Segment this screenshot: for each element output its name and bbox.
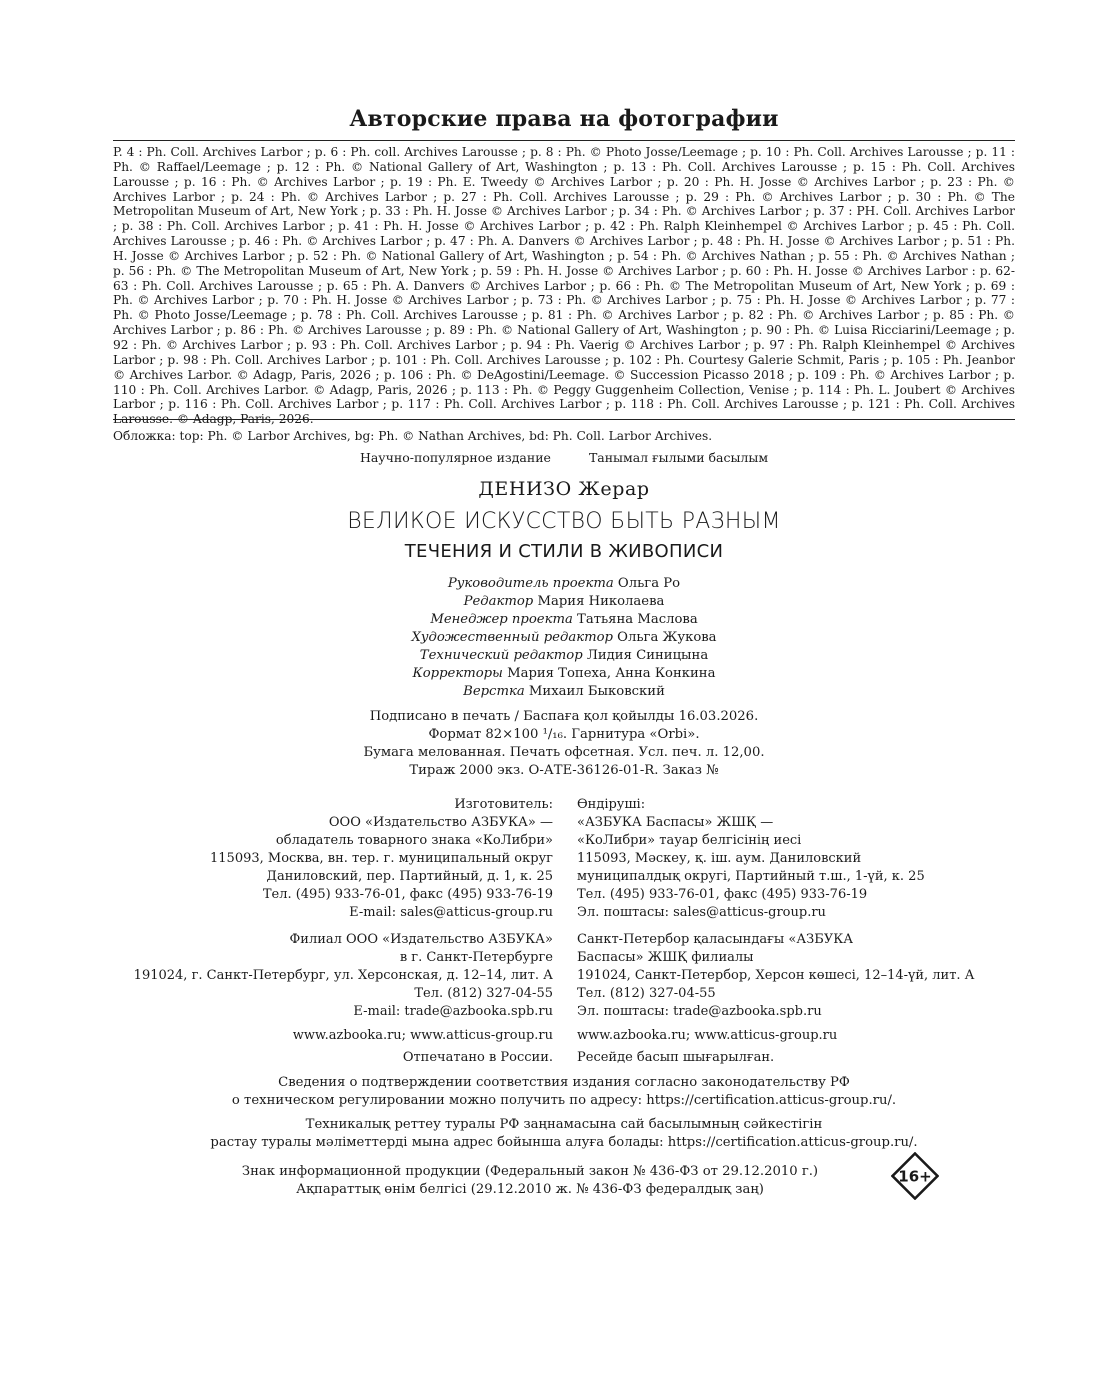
staff-name: Татьяна Маслова [577,612,698,627]
branch-ru [134,931,553,1021]
manufacturer-ru-line: Тел. (495) 933-76-01, факс (495) 933-76-19 [262,887,553,902]
manufacturer-ru-line: 115093, Москва, вн. тер. г. муниципальный округ [210,851,553,866]
print-paper: Бумага мелованная. Печать офсетная. Усл. печ. л. 12,00. [363,745,765,760]
credits-text: P. 4 : Ph. Coll. Archives Larbor ; p. 6 : Ph. coll. Archives Larousse ; p. 8 : Ph. © Photo Josse/Leemage ; p. 10 : Ph. Coll. Archives Larousse ; p. 11 : Ph. © Raffael/Leemage ; p. 12 : Ph. © National Gallery of Art, Washington ; p. 13 : Ph. Coll. Archives Larousse ; p. 15 : Ph. Coll. Archives Larousse ; p. 16 : Ph. © Archives Larbor ; p. 19 : Ph. E. Tweedy © Archives Larbor ; p. 20 : Ph. H. Josse © Archives Larbor ; p. 23 : Ph. © Archives Larbor ; p. 24 : Ph. © Archives Larbor ; p. 27 : Ph. Coll. Archives Larousse ; p. 29 : Ph. © Archives Larbor ; p. 30 : Ph. © The Metropolitan Museum of Art, New York ; p. 33 : Ph. H. Josse © Archives Larbor ; p. 34 : Ph. © Archives Larbor ; p. 37 : PH. Coll. Archives Larbor ; p. 38 : Ph. Coll. Archives Larbor ; p. 41 : Ph. H. Josse © Archives Larbor ; p. 42 : Ph. Ralph Kleinhempel © Archives Larbor ; p. 45 : Ph. Coll. Archives Larousse ; p. 46 : Ph. © Archives Larbor ; p. 47 : Ph. A. Danvers © Archives Larbor ; p. 48 : Ph. H. Josse © Archives Larbor ; p. 51 : Ph. H. Josse © Archives Larbor ; p. 52 : Ph. © National Gallery of Art, Washington ; p. 54 : Ph. © Archives Nathan ; p. 55 : Ph. © Archives Nathan ; p. 56 : Ph. © The Metropolitan Museum of Art, New York ; p. 59 : Ph. H. Josse © Archives Larbor ; p. 60 : Ph. H. Josse © Archives Larbor : p. 62-63 : Ph. Coll. Archives Larousse ; p. 65 : Ph. A. Danvers © Archives Larbor ; p. 66 : Ph. © The Metropolitan Museum of Art, New York ; p. 69 : Ph. © Archives Larbor ; p. 70 : Ph. H. Josse © Archives Larbor ; p. 73 : Ph. © Archives Larbor ; p. 75 : Ph. H. Josse © Archives Larbor ; p. 77 : Ph. © Photo Josse/Leemage ; p. 78 : Ph. Coll. Archives Larousse ; p. 81 : Ph. © Archives Larbor ; p. 82 : Ph. © Archives Larbor ; p. 85 : Ph. © Archives Larbor ; p. 86 : Ph. © Archives Larousse ; p. 89 : Ph. © National Gallery of Art, Washington ; p. 90 : Ph. © Luisa Ricciarini/Leemage ; p. 92 : Ph. © Archives Larbor ; p. 93 : Ph. Coll. Archives Larbor ; p. 94 : Ph. Vaerig © Archives Larbor ; p. 97 : Ph. Ralph Kleinhempel © Archives Larbor ; p. 98 : Ph. Coll. Archives Larbor ; p. 101 : Ph. Coll. Archives Larousse ; p. 102 : Ph. Courtesy Galerie Schmit, Paris ; p. 105 : Ph. Jeanbor © Archives Larbor. © Adagp, Paris, 2026 ; p. 106 : Ph. © DeAgostini/Leemage. © Succession Picasso 2018 ; p. 109 : Ph. © Archives Larbor ; p. 110 : Ph. Coll. Archives Larbor. © Adagp, Paris, 2026 ; p. 113 : Ph. © Peggy Guggenheim Collection, Venise ; p. 114 : Ph. L. Joubert © Archives Larbor ; p. 116 : Ph. Coll. Archives Larbor ; p. 117 : Ph. Coll. Archives Larbor ; p. 118 : Ph. Coll. Archives Larousse ; p. 121 : Ph. Coll. Archives Larousse. © Adagp, Paris, 2026. [113,145,1015,427]
staff-role: Верстка [463,684,525,699]
age-rating-label: 16+ [898,1167,932,1186]
staff-row [113,629,1015,647]
manufacturer-kz-line: 115093, Мәскеу, қ. іш. аум. Даниловский [577,851,862,866]
age-rating-diamond-icon [891,1152,939,1200]
staff-role: Руководитель проекта [447,576,614,591]
certification-ru-line: Сведения о подтверждении соответствия издания согласно законодательству РФ [278,1075,850,1090]
author: ДЕНИЗО Жерар [478,478,650,500]
manufacturer-ru-line: обладатель товарного знака «КоЛибри» [275,833,553,848]
branch-kz [577,931,975,1021]
manufacturer-ru-email: E-mail: sales@atticus-group.ru [349,905,553,920]
branch-ru-line: в г. Санкт-Петербурге [399,950,553,965]
manufacturer-kz-line: муниципалдық округі, Партийный т.ш., 1-үй, к. 25 [577,869,925,884]
staff-name: Лидия Синицына [586,648,709,663]
manufacturer-kz-line: «КоЛибри» тауар белгісінің иесі [577,833,802,848]
book-subtitle: ТЕЧЕНИЯ И СТИЛИ В ЖИВОПИСИ [404,541,724,562]
manufacturer-kz [577,796,925,922]
printed-in-kz: Ресейде басып шығарылған. [577,1050,775,1065]
credits-top-rule [113,140,1015,141]
staff-role: Редактор [463,594,534,609]
staff-name: Михаил Быковский [528,684,665,699]
branch-ru-line: Филиал ООО «Издательство АЗБУКА» [289,932,553,947]
staff-name: Мария Николаева [537,594,665,609]
staff-name: Мария Топеха, Анна Конкина [507,666,716,681]
branch-kz-line: 191024, Санкт-Петербор, Херсон көшесі, 12–14-үй, лит. А [577,968,975,983]
manufacturer-ru-line: Изготовитель: [454,797,553,812]
staff-role: Художественный редактор [411,630,613,645]
staff-name: Ольга Жукова [617,630,717,645]
manufacturer-kz-email: Эл. поштасы: sales@atticus-group.ru [577,905,826,920]
manufacturer-kz-line: Тел. (495) 933-76-01, факс (495) 933-76-19 [577,887,868,902]
credits-bottom-rule [113,419,1015,420]
branch-ru-line: 191024, г. Санкт-Петербург, ул. Херсонская, д. 12–14, лит. А [133,968,553,983]
certification-kz-line: растау туралы мәліметтерді мына адрес бойынша алуға болады: https://certification.atticus-group.ru/. [210,1135,918,1150]
branch-kz-line: Санкт-Петербор қаласындағы «АЗБУКА [577,932,854,947]
branch-ru-line: Тел. (812) 327-04-55 [414,986,553,1001]
certification-ru [113,1074,1015,1110]
staff-row [113,647,1015,665]
staff-role: Корректоры [412,666,503,681]
staff-row [113,593,1015,611]
staff-role: Менеджер проекта [430,612,573,627]
certification-kz-line: Техникалық реттеу туралы РФ заңнамасына сай басылымның сәйкестігін [305,1117,823,1132]
publication-type-ru: Научно-популярное издание [359,450,551,465]
manufacturer-ru-line: ООО «Издательство АЗБУКА» — [328,815,553,830]
age-info [180,1163,880,1199]
staff-row [113,665,1015,683]
branch-ru-email: E-mail: trade@azbooka.spb.ru [353,1004,553,1019]
websites-ru: www.azbooka.ru; www.atticus-group.ru [292,1028,553,1043]
credits-title: Авторские права на фотографии [349,106,779,132]
age-info-kz: Ақпараттық өнім белгісі (29.12.2010 ж. № 436-ФЗ федералдық заң) [296,1182,764,1197]
staff-name: Ольга Ро [617,576,681,591]
staff-row [113,611,1015,629]
manufacturer-kz-line: «АЗБУКА Баспасы» ЖШҚ — [577,815,774,830]
staff-row [113,683,1015,701]
credits-block [113,145,1015,444]
manufacturer-ru-line: Даниловский, пер. Партийный, д. 1, к. 25 [266,869,553,884]
branch-kz-email: Эл. поштасы: trade@azbooka.spb.ru [577,1004,822,1019]
cover-credits: Обложка: top: Ph. © Larbor Archives, bg: Ph. © Nathan Archives, bd: Ph. Coll. Larbor Archives. [113,429,713,444]
branch-kz-line: Баспасы» ЖШҚ филиалы [577,950,754,965]
staff-row [113,575,1015,593]
branch-kz-line: Тел. (812) 327-04-55 [577,986,716,1001]
age-info-ru: Знак информационной продукции (Федеральный закон № 436-ФЗ от 29.12.2010 г.) [241,1164,819,1179]
manufacturer-ru [210,796,553,922]
print-signed: Подписано в печать / Баспаға қол қойылды 16.03.2026. [369,709,759,724]
print-run: Тираж 2000 экз. О-АТЕ-36126-01-R. Заказ № [409,763,719,778]
book-title: ВЕЛИКОЕ ИСКУССТВО БЫТЬ РАЗНЫМ [347,509,781,534]
print-format: Формат 82×100 ¹/₁₆. Гарнитура «Orbi». [428,727,700,742]
certification-kz [113,1116,1015,1152]
websites-kz: www.azbooka.ru; www.atticus-group.ru [577,1028,838,1043]
staff-role: Технический редактор [419,648,583,663]
publication-type-kz: Танымал ғылыми басылым [588,450,769,465]
publication-type [113,450,1015,465]
printed-in-ru: Отпечатано в России. [402,1050,553,1065]
print-details [113,708,1015,780]
staff-list [113,575,1015,701]
manufacturer-kz-line: Өндіруші: [577,797,646,812]
certification-ru-line: о техническом регулировании можно получить по адресу: https://certification.atticus-group.ru/. [231,1093,897,1108]
